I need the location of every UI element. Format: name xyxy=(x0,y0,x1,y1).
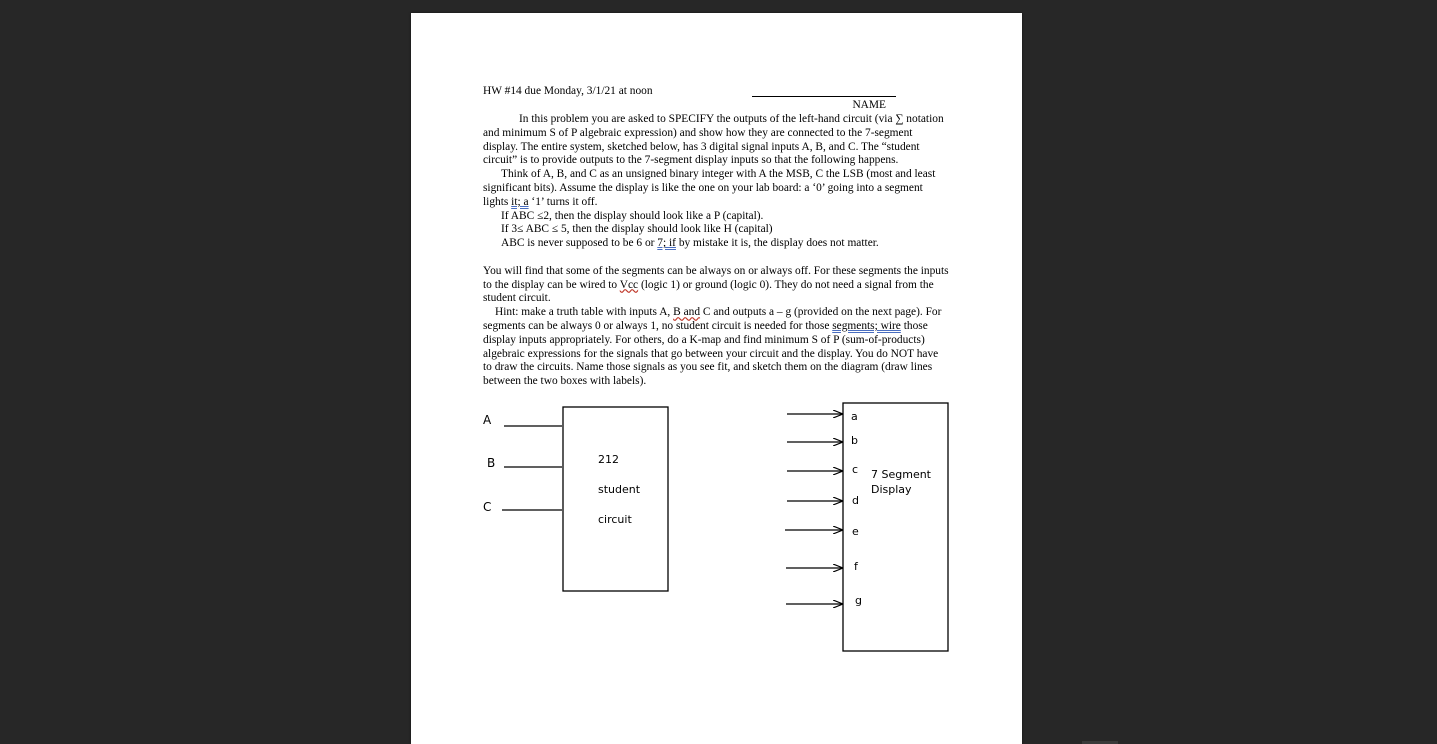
paragraph-hint-text: Hint: make a truth table with inputs A, xyxy=(495,306,674,319)
condition-dont-care-text-end: by mistake it is, the display does not matter. xyxy=(675,237,879,250)
document-page xyxy=(411,13,1022,744)
segment-label-e: e xyxy=(852,525,859,538)
student-box-number: 212 xyxy=(598,453,619,466)
display-subtitle: Display xyxy=(871,483,912,496)
grammar-flag: it; a xyxy=(511,195,529,208)
paragraph-hint-text-mid: C and outputs a – g (provided on the next page). For segments can be always 0 or always 1, no student circuit is needed for those xyxy=(483,306,942,332)
circuit-diagram xyxy=(411,13,1022,744)
segment-label-a: a xyxy=(851,410,858,423)
condition-p: If ABC ≤2, then the display should look like a P (capital). xyxy=(501,209,764,222)
input-label-b: B xyxy=(487,456,496,470)
student-circuit-box xyxy=(563,407,668,591)
paragraph-wiring-text: You will find that some of the segments can be always on or always off. For these segments the inputs to the display can be wired to xyxy=(483,264,949,291)
input-label-c: C xyxy=(483,500,492,514)
input-label-a: A xyxy=(483,413,492,427)
segment-label-d: d xyxy=(852,494,859,507)
segment-label-b: b xyxy=(851,434,858,447)
segment-label-g: g xyxy=(855,594,862,607)
segment-label-c: c xyxy=(852,463,859,476)
paragraph-hint-text-end: those display inputs appropriately. For others, do a K-map and find minimum S of P (sum-of-products) algebraic expressions for the signals that go between your circuit and the display. You do NOT have to draw the circuits. Name those signals as you see fit, and sketch them on the diagram (draw lines between the two boxes with labels). xyxy=(483,319,939,388)
grammar-flag: 7; if xyxy=(657,237,676,250)
paragraph-wiring-text-end: (logic 1) or ground (logic 0). They do not need a signal from the student circuit. xyxy=(483,278,934,305)
spelling-flag: B and xyxy=(673,306,701,319)
name-label: NAME xyxy=(852,99,886,111)
paragraph-intro-text: In this problem you are asked to SPECIFY the outputs of the left-hand circuit (via ∑ notation and minimum S of P algebraic expression) and show how they are connected to the 7-segment display. The entire system, sketched below, has 3 digital signal inputs A, B, and C. The “student circuit” is to provide outputs to the 7-segment display inputs so that the following happens. xyxy=(483,113,944,167)
spelling-flag: Vcc xyxy=(619,278,639,291)
grammar-flag: segments; wire xyxy=(832,319,901,332)
homework-title: HW #14 due Monday, 3/1/21 at noon xyxy=(483,85,653,97)
condition-dont-care-text: ABC is never supposed to be 6 or xyxy=(501,237,658,250)
student-box-circuit: circuit xyxy=(598,513,632,526)
paragraph-binary-text: Think of A, B, and C as an unsigned binary integer with A the MSB, C the LSB (most and least significant bits). Assume the display is like the one on your lab board: a ‘0’ going into a segment lights xyxy=(483,168,936,208)
segment-label-f: f xyxy=(854,560,858,573)
condition-h: If 3≤ ABC ≤ 5, then the display should look like H (capital) xyxy=(501,223,773,236)
paragraph-binary-text-end: ‘1’ turns it off. xyxy=(528,195,598,208)
student-box-label: student xyxy=(598,483,641,496)
display-title: 7 Segment xyxy=(871,468,931,481)
